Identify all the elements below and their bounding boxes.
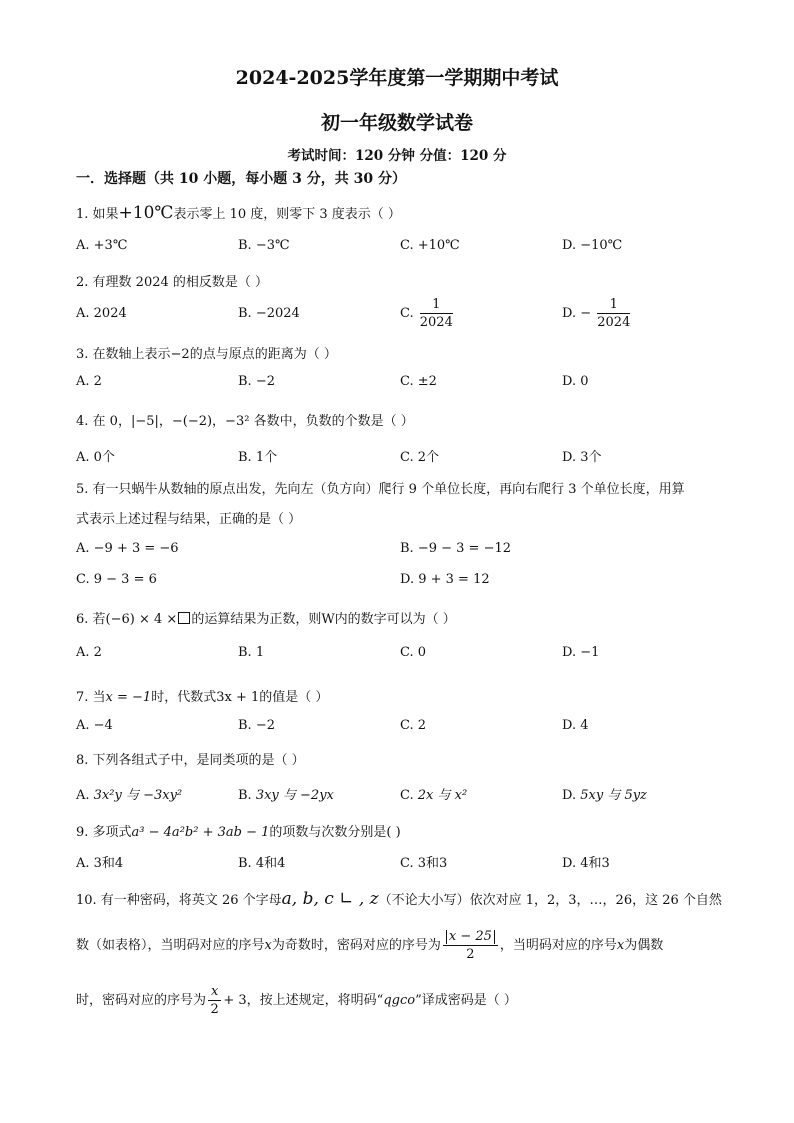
question-2: 2. 有理数 2024 的相反数是（ ） <box>76 275 269 290</box>
question-7-mid: 时，代数式 <box>151 690 217 705</box>
q8-option-b-expr: 3xy 与 −2yx <box>255 788 334 803</box>
q5-option-c[interactable]: C. 9 − 3 = 6 <box>76 572 157 587</box>
q8-option-a-label: A. <box>76 788 90 803</box>
question-10-line-3-post: ”译成密码是（ ） <box>415 993 517 1008</box>
question-9-post: 的项数与次数分别是( ) <box>269 825 401 840</box>
q3-option-c[interactable]: C. ±2 <box>400 374 437 389</box>
q8-option-c[interactable] <box>400 784 467 803</box>
question-10-line-3-mid: ，按上述规定，将明码“ <box>246 993 384 1008</box>
question-9 <box>76 821 401 840</box>
q2-option-d-fraction <box>597 296 630 331</box>
q9-option-a[interactable]: A. 3和4 <box>76 856 124 871</box>
q1-option-a[interactable]: A. +3℃ <box>76 238 128 253</box>
fraction-denominator: 2 <box>466 947 475 962</box>
q7-option-b[interactable]: B. −2 <box>238 718 275 733</box>
even-rule-plus: + 3 <box>223 993 247 1008</box>
question-6 <box>76 608 456 627</box>
q4-option-c[interactable]: C. 2个 <box>400 450 440 465</box>
question-1 <box>76 203 401 223</box>
question-5-line-1: 5. 有一只蜗牛从数轴的原点出发，先向左（负方向）爬行 9 个单位长度，再向右爬行 3 个单位长度，用算 <box>76 482 685 497</box>
question-1-expr: +10℃ <box>118 203 174 223</box>
question-9-pre: 9. 多项式 <box>76 825 132 840</box>
q8-option-d-label: D. <box>562 788 577 803</box>
q4-option-a[interactable]: A. 0个 <box>76 450 115 465</box>
q2-option-c[interactable] <box>400 296 455 331</box>
question-3: 3. 在数轴上表示−2的点与原点的距离为（ ） <box>76 347 337 362</box>
fraction-numerator: 1 <box>597 296 630 314</box>
q2-option-c-label: C. <box>400 306 414 321</box>
q5-option-a[interactable]: A. −9 + 3 = −6 <box>76 541 179 556</box>
absolute-value: x − 25 <box>446 930 495 944</box>
q5-option-b[interactable]: B. −9 − 3 = −12 <box>400 541 512 556</box>
q8-option-d-expr: 5xy 与 5yz <box>580 788 647 803</box>
fraction-numerator <box>443 928 498 946</box>
fraction-denominator: 2024 <box>597 315 631 330</box>
even-rule-fraction <box>208 983 221 1018</box>
question-10-line-3-pre: 时，密码对应的序号为 <box>76 993 207 1008</box>
question-10-line-2-pre: 数（如表格），当明码对应的序号 <box>76 938 265 953</box>
question-10-line-3 <box>76 983 517 1018</box>
q7-option-d[interactable]: D. 4 <box>562 718 589 733</box>
question-10-line-2-post: ，当明码对应的序号 <box>499 938 617 953</box>
question-1-post: 表示零上 10 度，则零下 3 度表示（ ） <box>173 207 401 222</box>
fraction-denominator: 2 <box>210 1002 219 1017</box>
q7-option-a[interactable]: A. −4 <box>76 718 113 733</box>
question-6-expr: (−6) × 4 × <box>105 612 178 627</box>
q8-option-d[interactable] <box>562 784 647 803</box>
question-4: 4. 在 0，|−5|，−(−2)，−3² 各数中，负数的个数是（ ） <box>76 414 414 429</box>
question-5-line-2: 式表示上述过程与结果，正确的是（ ） <box>76 512 302 527</box>
q9-option-b[interactable]: B. 4和4 <box>238 856 286 871</box>
exam-subtitle: 初一年级数学试卷 <box>320 112 473 134</box>
q1-option-d[interactable]: D. −10℃ <box>562 238 623 253</box>
q2-option-d[interactable] <box>562 296 632 331</box>
variable-x: x <box>264 938 272 953</box>
exam-info: 考试时间：120 分钟 分值：120 分 <box>287 148 507 164</box>
q8-option-a[interactable] <box>76 784 182 803</box>
q3-option-b[interactable]: B. −2 <box>238 374 275 389</box>
question-10-line-1-pre: 10. 有一种密码，将英文 26 个字母 <box>76 893 282 908</box>
question-10-line-1 <box>76 889 722 909</box>
question-7 <box>76 686 328 705</box>
question-10-line-2-mid: 为奇数时，密码对应的序号为 <box>271 938 441 953</box>
question-7-expr: x = −1 <box>105 690 152 705</box>
fraction-numerator: 1 <box>420 296 453 314</box>
q5-option-d[interactable]: D. 9 + 3 = 12 <box>400 572 490 587</box>
q3-option-d[interactable]: D. 0 <box>562 374 589 389</box>
q1-option-c[interactable]: C. +10℃ <box>400 238 460 253</box>
question-7-pre: 7. 当 <box>76 690 106 705</box>
exam-title: 2024-2025学年度第一学期期中考试 <box>235 67 559 89</box>
q2-option-b[interactable]: B. −2024 <box>238 306 300 321</box>
q4-option-b[interactable]: B. 1个 <box>238 450 278 465</box>
question-9-expr: a³ − 4a²b² + 3ab − 1 <box>131 825 270 840</box>
q9-option-d[interactable]: D. 4和3 <box>562 856 610 871</box>
question-7-post: 的值是（ ） <box>259 690 329 705</box>
q6-option-b[interactable]: B. 1 <box>238 645 265 660</box>
question-10-line-2-end: 为偶数 <box>624 938 664 953</box>
question-10-line-2 <box>76 928 663 963</box>
q8-option-c-label: C. <box>400 788 414 803</box>
question-6-pre: 6. 若 <box>76 612 106 627</box>
plaintext-code: qgco <box>383 993 416 1008</box>
section-heading: 一．选择题（共 10 小题，每小题 3 分，共 30 分） <box>76 171 406 187</box>
q8-option-b[interactable] <box>238 784 334 803</box>
q8-option-c-expr: 2x 与 x² <box>417 788 468 803</box>
q6-option-c[interactable]: C. 0 <box>400 645 427 660</box>
question-1-pre: 1. 如果 <box>76 207 119 222</box>
q9-option-c[interactable]: C. 3和3 <box>400 856 448 871</box>
q7-option-c[interactable]: C. 2 <box>400 718 427 733</box>
q3-option-a[interactable]: A. 2 <box>76 374 102 389</box>
q1-option-b[interactable]: B. −3℃ <box>238 238 290 253</box>
q4-option-d[interactable]: D. 3个 <box>562 450 602 465</box>
q2-option-a[interactable]: A. 2024 <box>76 306 127 321</box>
question-10-line-1-post: （不论大小写）依次对应 1，2，3，…，26，这 26 个自然 <box>378 893 722 908</box>
question-10-letters: a, b, c ∟ , z <box>281 889 379 909</box>
odd-rule-fraction <box>443 928 498 963</box>
question-7-expr2: 3x + 1 <box>216 690 260 705</box>
question-8: 8. 下列各组式子中，是同类项的是（ ） <box>76 753 305 768</box>
q2-option-c-fraction <box>420 296 453 331</box>
question-6-post: 的运算结果为正数，则W内的数字可以为（ ） <box>191 612 456 627</box>
q6-option-a[interactable]: A. 2 <box>76 645 102 660</box>
fraction-denominator: 2024 <box>419 315 453 330</box>
fraction-numerator: x <box>208 983 221 1001</box>
q2-option-d-label: D. − <box>562 306 592 321</box>
variable-x: x <box>616 938 625 953</box>
blank-box <box>178 612 190 624</box>
q8-option-a-expr: 3x²y 与 −3xy² <box>93 788 183 803</box>
q8-option-b-label: B. <box>238 788 252 803</box>
q6-option-d[interactable]: D. −1 <box>562 645 600 660</box>
